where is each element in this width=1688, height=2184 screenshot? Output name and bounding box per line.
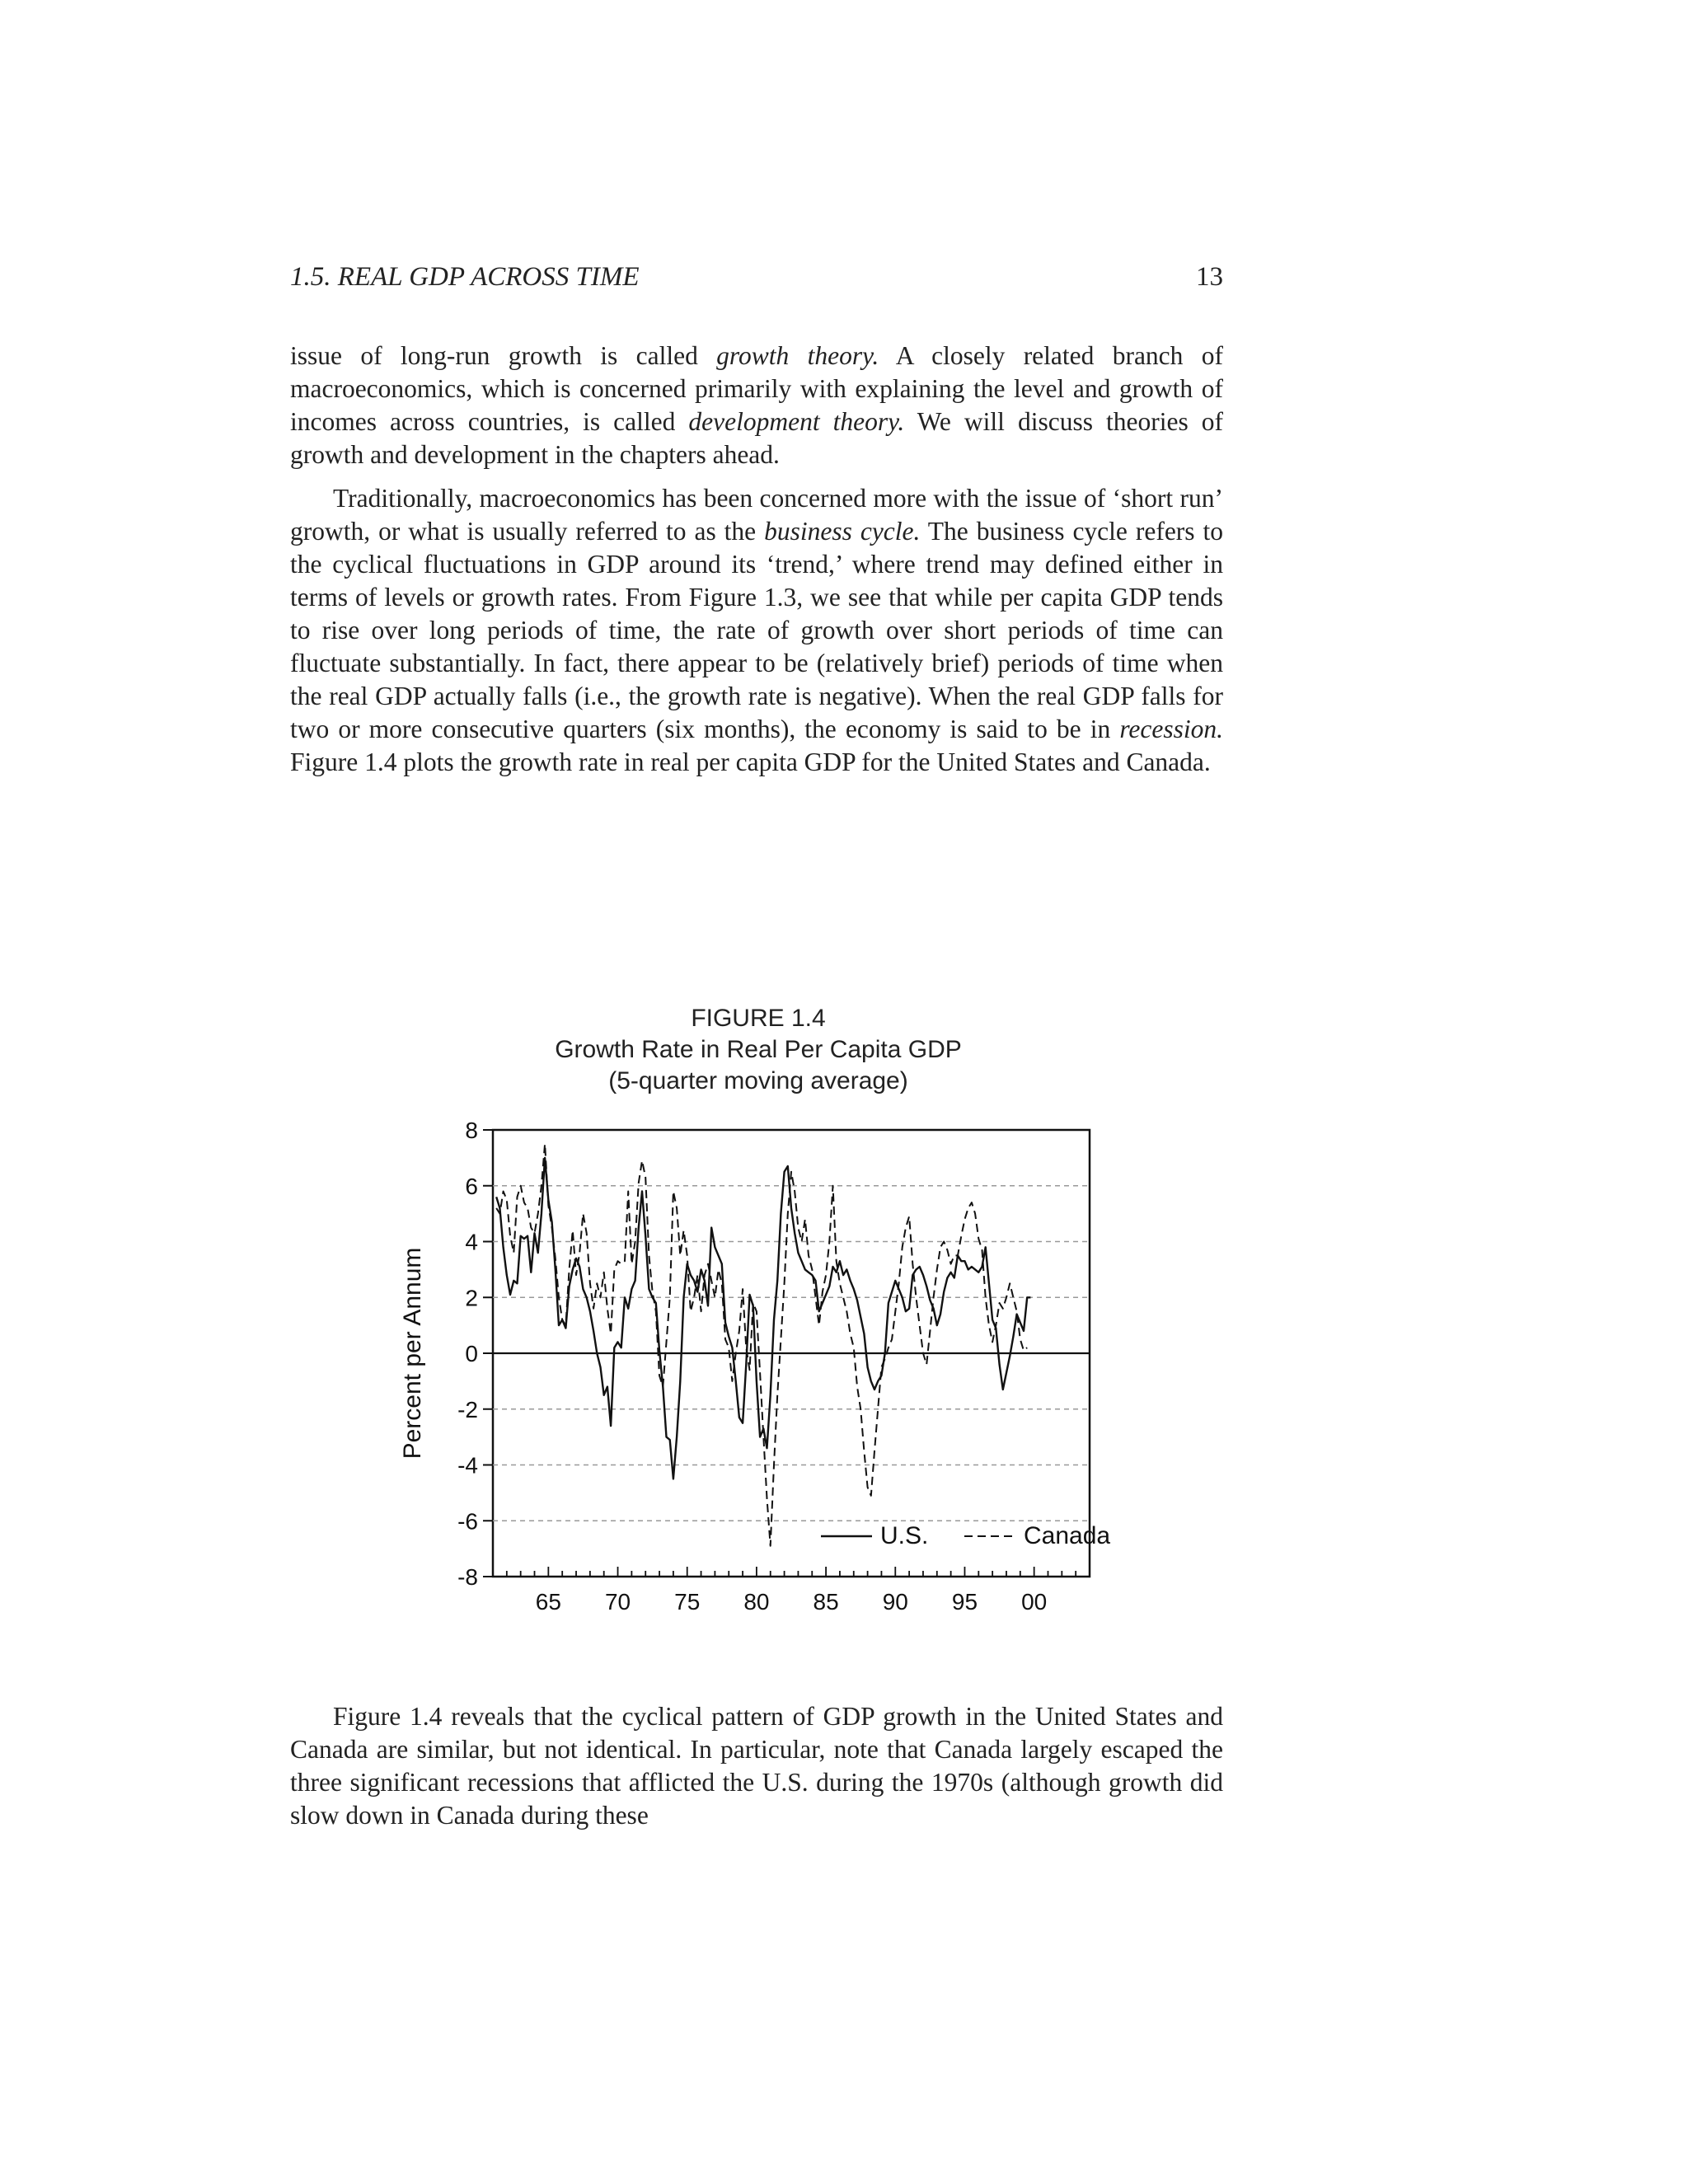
x-tick-label: 85 bbox=[813, 1589, 839, 1615]
x-tick-label: 65 bbox=[535, 1589, 561, 1615]
y-tick-label: -8 bbox=[457, 1564, 478, 1590]
text-run: Figure 1.4 reveals that the cyclical pattern of GDP growth in the United States and Canada are similar, but not identical. In particular, note that Canada largely escaped the three significant recessions that afflicted the U.S. during the 1970s (although growth did slow down in Canada during these bbox=[290, 1702, 1223, 1830]
text-run: The business cycle refers to the cyclical fluctuations in GDP around its ‘trend,’ where trend may defined either in terms of levels or growth rates. From Figure 1.3, we see that while per capita GDP tends to rise over long periods of time, the rate of growth over short periods of time can fluctuate substantially. In fact, there appear to be (relatively brief) periods of time when the real GDP actually falls (i.e., the growth rate is negative). When the real GDP falls for two or more consecutive quarters (six months), the economy is said to be in bbox=[290, 517, 1224, 743]
y-tick-label: 6 bbox=[465, 1173, 478, 1199]
x-tick-label: 95 bbox=[951, 1589, 978, 1615]
y-tick-label: 8 bbox=[465, 1118, 478, 1143]
emphasized-term: development theory. bbox=[688, 407, 905, 436]
y-tick-label: -4 bbox=[457, 1452, 478, 1479]
emphasized-term: recession. bbox=[1119, 715, 1223, 743]
growth-rate-chart bbox=[387, 1004, 1129, 1630]
x-tick-label: 70 bbox=[604, 1589, 631, 1615]
paragraph-2 bbox=[290, 482, 1223, 779]
figure-label: FIGURE 1.4 bbox=[691, 1005, 826, 1032]
x-tick-label: 00 bbox=[1021, 1589, 1048, 1615]
x-tick-label: 90 bbox=[882, 1589, 908, 1615]
emphasized-term: business cycle. bbox=[764, 517, 921, 546]
text-run: We will discuss theories of growth and development in the chapters ahead. bbox=[290, 407, 1223, 469]
figure-title: Growth Rate in Real Per Capita GDP bbox=[555, 1036, 962, 1063]
page-number: 13 bbox=[1196, 262, 1223, 292]
y-tick-label: 4 bbox=[465, 1229, 478, 1255]
text-run: issue of long-run growth is called bbox=[290, 341, 717, 370]
y-tick-label: -2 bbox=[457, 1396, 478, 1422]
paragraph-3 bbox=[290, 1700, 1223, 1832]
text-run: Traditionally, macroeconomics has been concerned more with the issue of ‘short run’ growth, or what is usually referred to as the bbox=[290, 484, 1223, 546]
x-tick-label: 80 bbox=[743, 1589, 770, 1615]
text-run: A closely related branch of macroeconomics, which is concerned primarily with explaining the level and growth of incomes across countries, is called bbox=[290, 341, 1223, 436]
running-head-title: 1.5. REAL GDP ACROSS TIME bbox=[290, 262, 640, 292]
figure-1-4 bbox=[387, 1004, 1129, 1630]
y-tick-label: 0 bbox=[465, 1341, 478, 1366]
text-run: Figure 1.4 plots the growth rate in real per capita GDP for the United States and Canada. bbox=[290, 748, 1211, 776]
paragraph-1 bbox=[290, 340, 1223, 471]
y-tick-label: -6 bbox=[457, 1508, 478, 1535]
legend-label: U.S. bbox=[880, 1522, 929, 1549]
series-line-canada bbox=[496, 1144, 1027, 1546]
legend-label: Canada bbox=[1024, 1522, 1111, 1549]
y-axis-label: Percent per Annum bbox=[399, 1247, 426, 1460]
y-tick-label: 2 bbox=[465, 1285, 478, 1311]
figure-subtitle: (5-quarter moving average) bbox=[608, 1067, 908, 1094]
running-head bbox=[290, 262, 1223, 298]
x-tick-label: 75 bbox=[674, 1589, 701, 1615]
emphasized-term: growth theory. bbox=[716, 341, 879, 370]
